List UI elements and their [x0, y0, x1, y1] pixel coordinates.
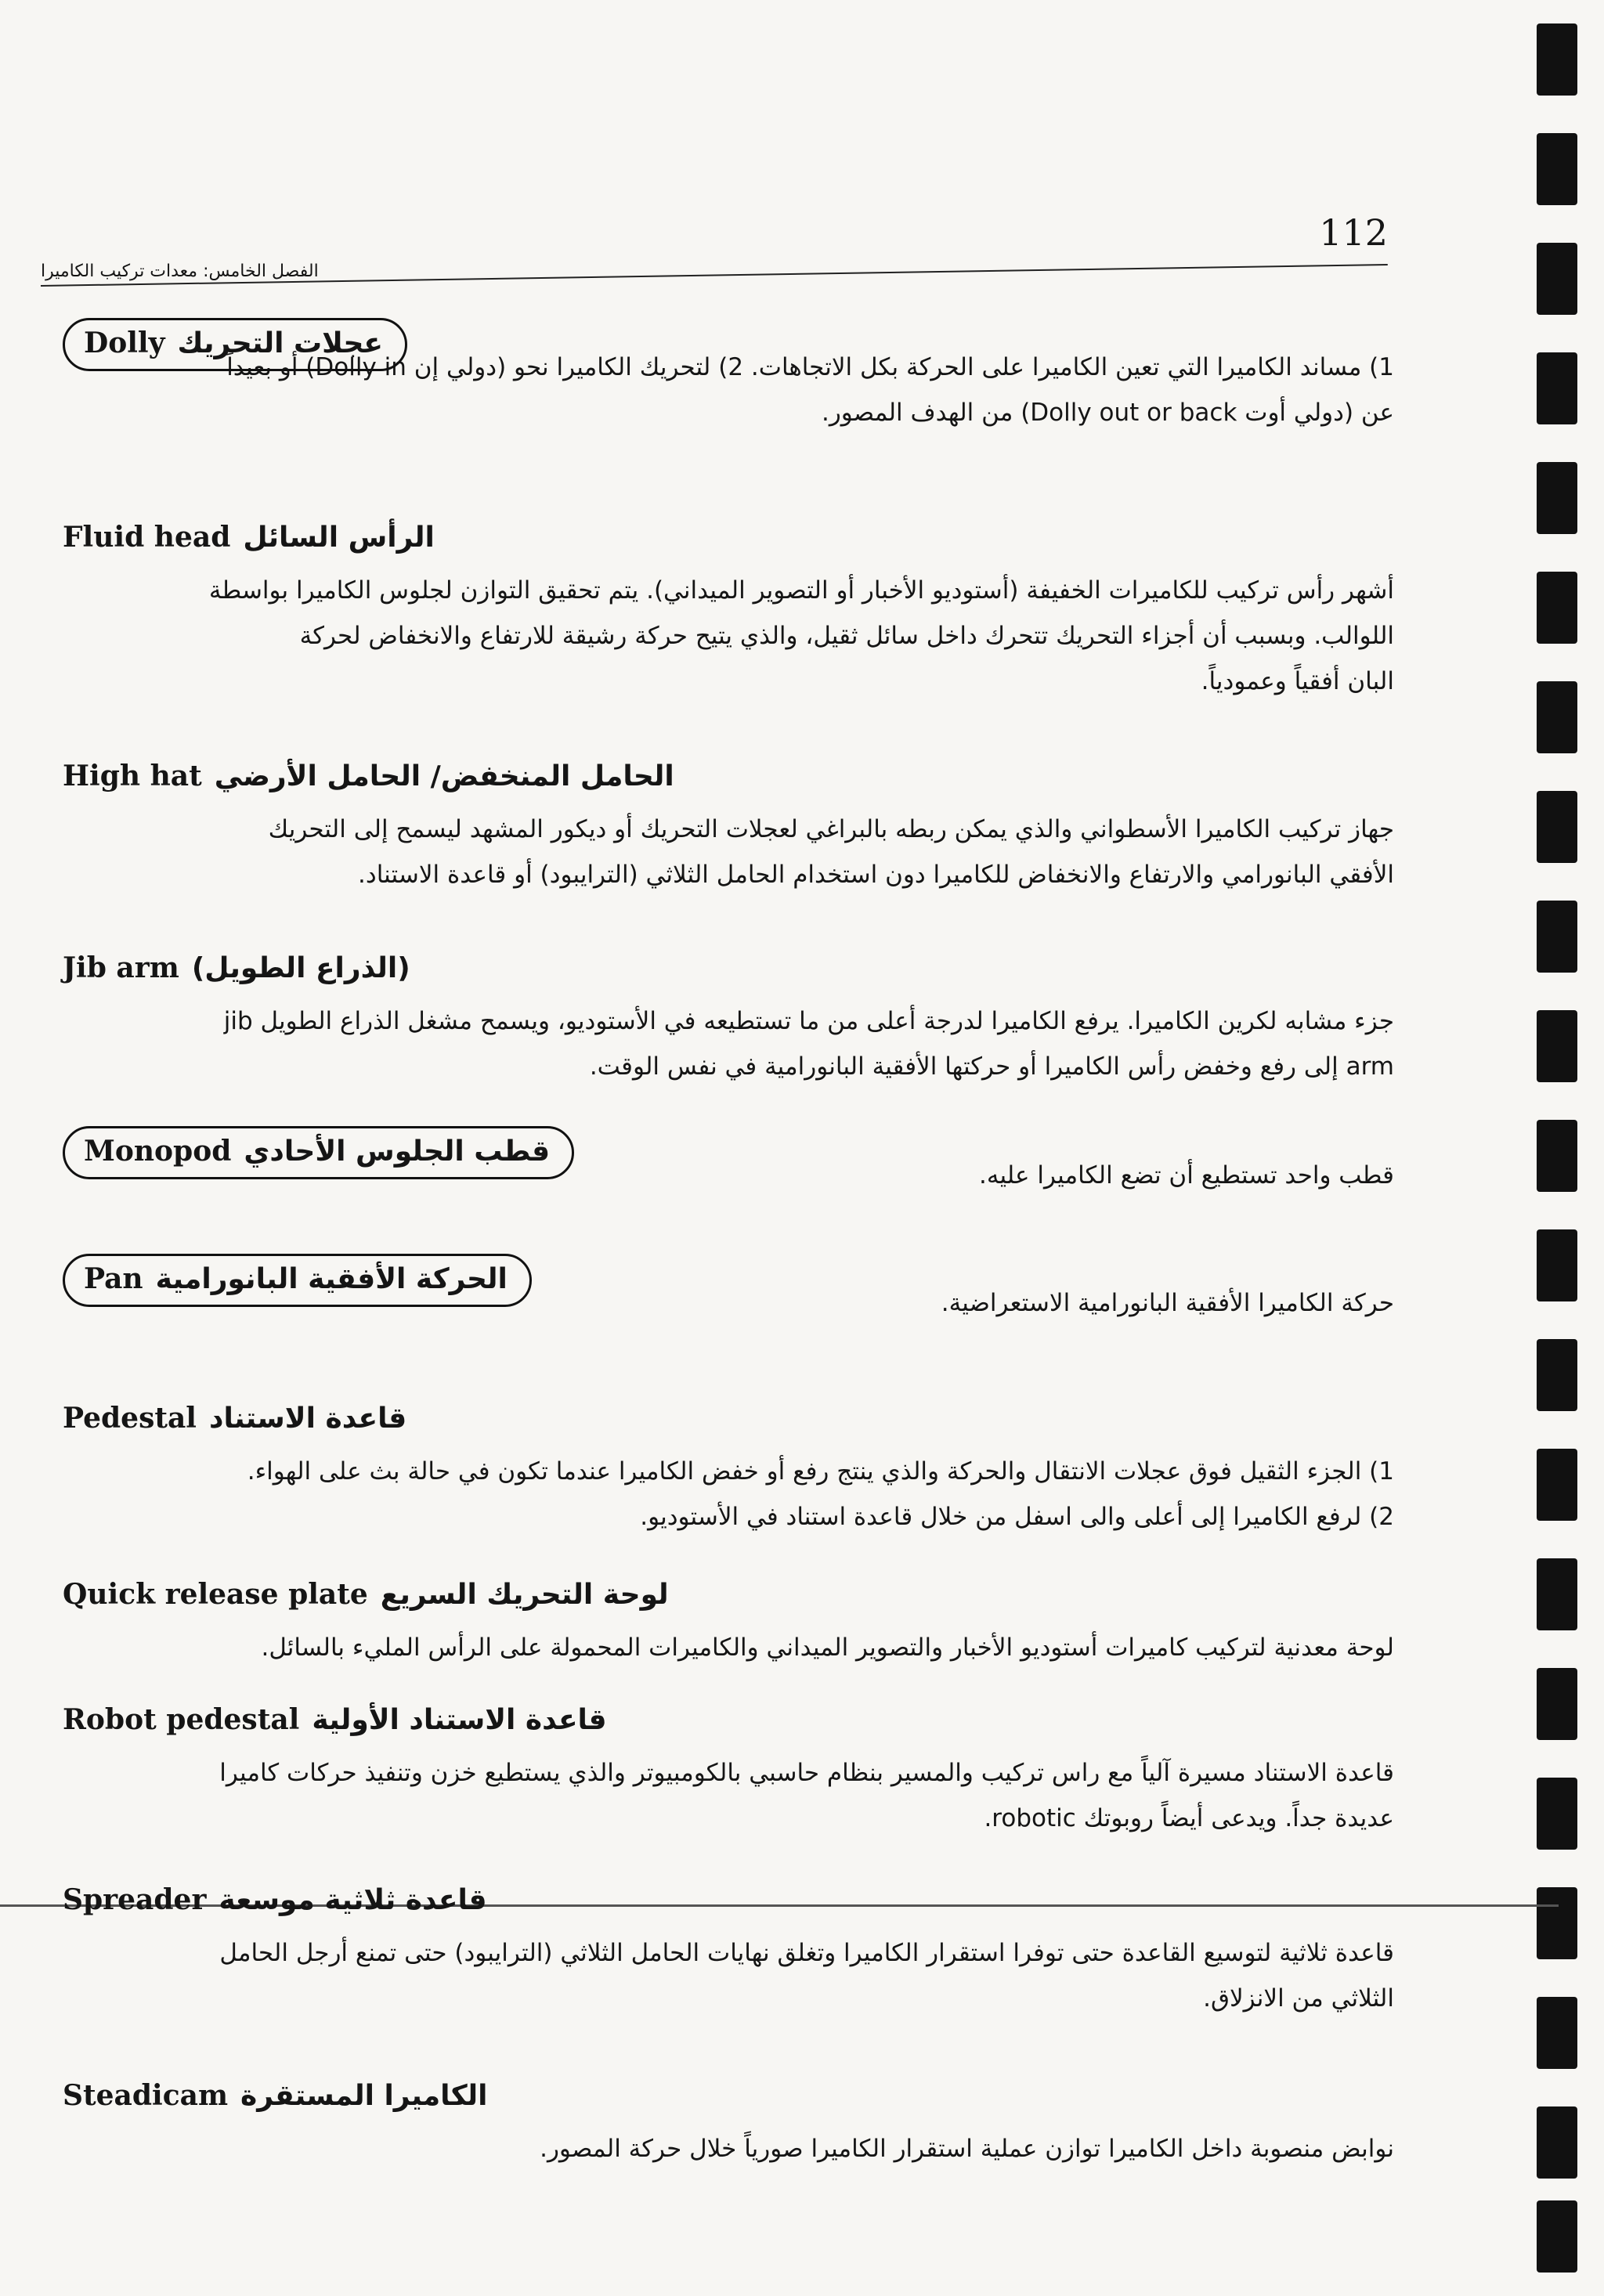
binding-hole [1537, 901, 1577, 973]
binding-hole [1537, 2106, 1577, 2179]
definition-line: جزء مشابه لكرين الكاميرا. يرفع الكاميرا لدرجة أعلى من ما تستطيعه في الأستوديو، ويسمح مشغل الذراع الطويل jib [223, 1007, 1394, 1035]
binding-hole [1537, 243, 1577, 315]
term-english: Robot pedestal [63, 1703, 300, 1736]
term-heading [63, 1402, 406, 1435]
definition-line: الثلاثي من الانزلاق. [1203, 1984, 1394, 2013]
definition-line: نوابض منصوبة داخل الكاميرا توازن عملية استقرار الكاميرا صورياً خلال حركة المصور. [540, 2135, 1394, 2163]
binding-hole [1537, 1558, 1577, 1630]
term-definition [63, 1930, 1410, 2021]
glossary-entry-spreader [63, 1883, 1410, 2021]
term-arabic: لوحة التحريك السريع [380, 1579, 669, 1611]
binding-hole [1537, 133, 1577, 205]
term-arabic: الحركة الأفقية البانورامية [155, 1263, 508, 1295]
definition-line: 2) لرفع الكاميرا إلى أعلى والى اسفل من خلال قاعدة استناد في الأستوديو. [640, 1503, 1394, 1531]
binding-hole [1537, 1339, 1577, 1411]
binding-hole [1537, 462, 1577, 534]
glossary-entry-robot-pedestal [63, 1703, 1410, 1841]
glossary-entry-jib-arm [63, 951, 1410, 1089]
term-arabic: عجلات التحريك [177, 327, 384, 359]
binding-hole [1537, 1778, 1577, 1850]
definition-line: 1) مساند الكاميرا التي تعين الكاميرا على الحركة بكل الاتجاهات. 2) لتحريك الكاميرا نحو (دولي إن Dolly in) أو بعيداً [226, 353, 1394, 381]
binding-hole [1537, 23, 1577, 96]
term-english: Quick release plate [63, 1578, 368, 1611]
term-arabic: قاعدة الاستناد [208, 1403, 407, 1435]
glossary-entry-steadicam [63, 2079, 1410, 2171]
definition-line: 1) الجزء الثقيل فوق عجلات الانتقال والحركة والذي ينتج رفع أو خفض الكاميرا عندما تكون في حالة بث على الهواء. [247, 1457, 1394, 1486]
binding-hole [1537, 1887, 1577, 1959]
term-heading [63, 318, 407, 371]
term-definition [63, 1449, 1410, 1540]
binding-hole [1537, 572, 1577, 644]
definition-line: عن (دولي أوت Dolly out or back) من الهدف المصور. [821, 399, 1394, 427]
term-heading [63, 1126, 574, 1179]
binding-hole [1537, 1229, 1577, 1301]
binding-hole [1537, 1668, 1577, 1740]
term-arabic: الكاميرا المستقرة [240, 2080, 488, 2112]
definition-line: arm إلى رفع وخفض رأس الكاميرا أو حركتها الأفقية البانورامية في نفس الوقت. [589, 1052, 1394, 1081]
term-arabic: (الذراع الطويل) [191, 952, 410, 984]
term-english: Steadicam [63, 2079, 229, 2112]
term-english: High hat [63, 760, 202, 792]
glossary-entry-pan [63, 1262, 1410, 1326]
definition-line: لوحة معدنية لتركيب كاميرات أستوديو الأخبار والتصوير الميداني والكاميرات المحمولة على الرأس المليء بالسائل. [261, 1634, 1394, 1662]
definition-line: البان أفقياً وعمودياً. [1201, 667, 1394, 695]
term-definition [63, 807, 1410, 897]
binding-hole [1537, 1010, 1577, 1082]
term-arabic: قاعدة ثلاثية موسعة [219, 1884, 487, 1916]
term-definition [63, 998, 1410, 1089]
term-arabic: الحامل المنخفض/ الحامل الأرضي [214, 760, 674, 792]
term-english: Jib arm [63, 951, 179, 984]
glossary-entry-high-hat [63, 760, 1410, 897]
term-arabic: الرأس السائل [243, 522, 435, 554]
definition-line: قاعدة ثلاثية لتوسيع القاعدة حتى توفرا استقرار الكاميرا وتغلق نهايات الحامل الثلاثي (الترايبود) حتى تمنع أرجل الحامل [219, 1939, 1394, 1967]
binding-hole [1537, 791, 1577, 863]
term-heading [63, 760, 674, 792]
binding-hole [1537, 1449, 1577, 1521]
binding-hole [1537, 352, 1577, 424]
binding-hole [1537, 2200, 1577, 2273]
page-header [41, 211, 1388, 290]
definition-line: قاعدة الاستناد مسيرة آلياً مع راس تركيب والمسير بنظام حاسبي بالكومبيوتر والذي يستطيع خزن وتنفيذ حركات كاميرا [219, 1759, 1394, 1787]
glossary-entry-dolly [63, 329, 1410, 435]
term-definition [63, 1625, 1410, 1670]
term-heading [63, 2079, 488, 2112]
glossary-entry-fluid-head [63, 521, 1410, 704]
term-heading [63, 1703, 607, 1736]
glossary-entry-quick-release-plate [63, 1578, 1410, 1670]
term-english: Spreader [63, 1883, 207, 1916]
term-heading [63, 1254, 532, 1307]
term-arabic: قاعدة الاستناد الأولية [312, 1704, 607, 1736]
term-definition [63, 568, 1410, 704]
spiral-binding [1537, 16, 1584, 2287]
term-english: Dolly [84, 327, 165, 359]
definition-line: جهاز تركيب الكاميرا الأسطواني والذي يمكن ربطه بالبراغي لعجلات التحريك أو ديكور المشهد ليسمح إلى التحريك [268, 815, 1394, 843]
term-arabic: قطب الجلوس الأحادي [244, 1135, 551, 1168]
term-english: Fluid head [63, 521, 231, 554]
page-number: 112 [1319, 211, 1388, 254]
glossary-entry-monopod [63, 1137, 1410, 1198]
term-heading [63, 1578, 669, 1611]
glossary-entry-pedestal [63, 1402, 1410, 1540]
definition-line: عديدة جداً. ويدعى أيضاً روبوتك robotic. [984, 1804, 1394, 1832]
definition-line: أشهر رأس تركيب للكاميرات الخفيفة (أستوديو الأخبار أو التصوير الميداني). يتم تحقيق التوازن لجلوس الكاميرا بواسطة [208, 576, 1394, 605]
definition-line: حركة الكاميرا الأفقية البانورامية الاستعراضية. [941, 1289, 1394, 1317]
definition-line: اللوالب. وبسبب أن أجزاء التحريك تتحرك داخل سائل ثقيل، والذي يتيح حركة رشيقة للارتفاع والانخفاض لحركة [299, 622, 1394, 650]
term-heading [63, 951, 410, 984]
binding-hole [1537, 681, 1577, 753]
definition-line: الأفقي البانورامي والارتفاع والانخفاض للكاميرا دون استخدام الحامل الثلاثي (الترايبود) أو قاعدة الاستناد. [358, 861, 1394, 889]
chapter-title: الفصل الخامس: معدات تركيب الكاميرا [41, 262, 319, 281]
term-english: Pedestal [63, 1402, 197, 1435]
binding-hole [1537, 1997, 1577, 2069]
term-heading [63, 521, 435, 554]
term-english: Pan [84, 1262, 143, 1295]
term-heading [63, 1883, 487, 1916]
binding-hole [1537, 1120, 1577, 1192]
definition-line: قطب واحد تستطيع أن تضع الكاميرا عليه. [978, 1161, 1394, 1190]
term-definition [63, 1750, 1410, 1841]
term-english: Monopod [84, 1135, 232, 1168]
term-definition [63, 2126, 1410, 2171]
